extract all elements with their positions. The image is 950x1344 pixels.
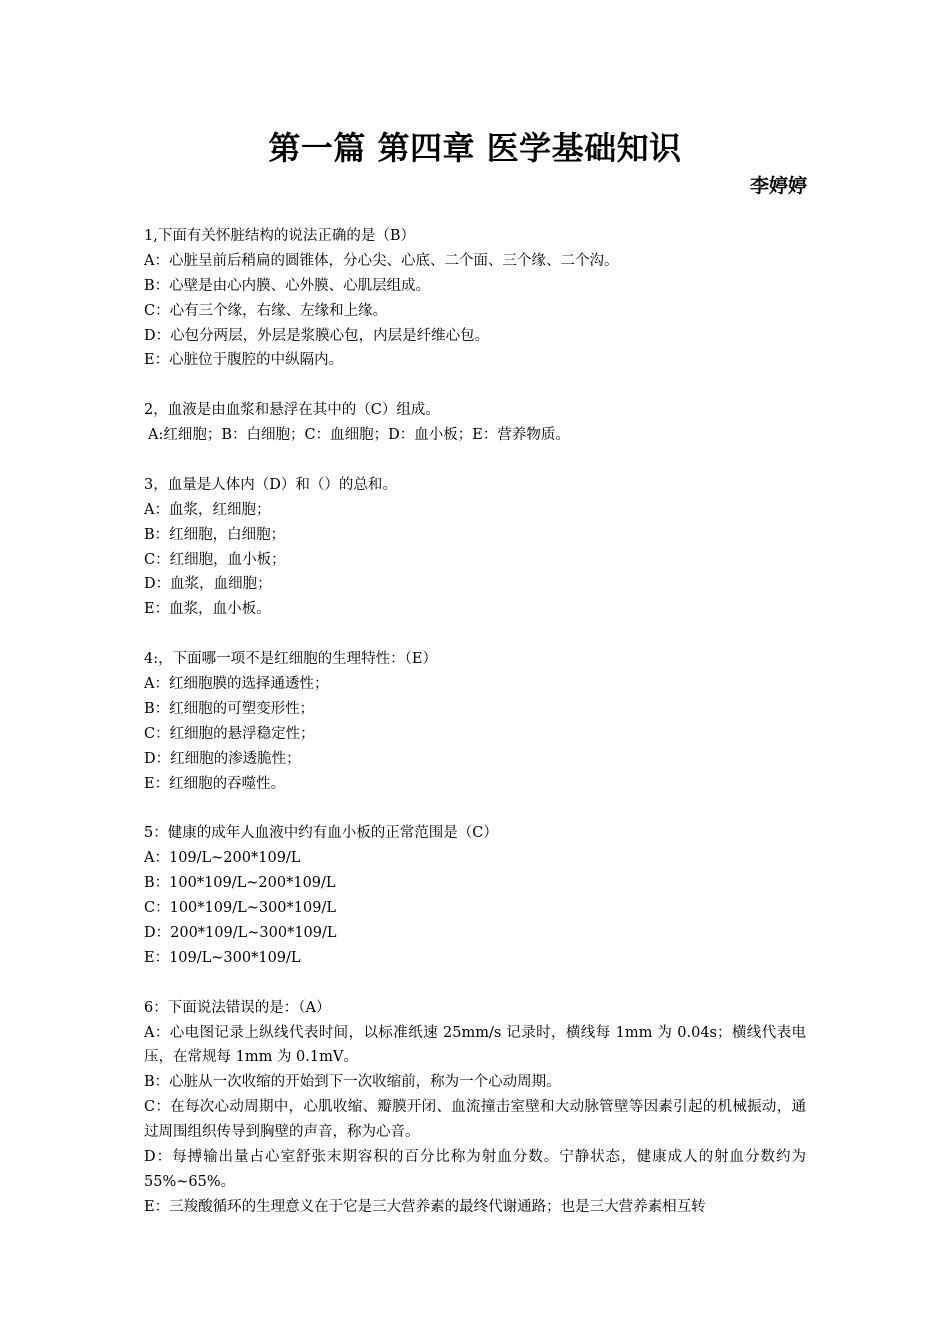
option-b: B：红细胞，白细胞； xyxy=(144,526,286,543)
option-b: B：红细胞的可塑变形性； xyxy=(144,700,315,717)
question-stem: 5：健康的成年人血液中约有血小板的正常范围是（C） xyxy=(144,825,498,842)
question-2 xyxy=(144,398,806,448)
option-c: C：红细胞，血小板； xyxy=(144,551,286,568)
document-body xyxy=(144,224,806,1220)
option-a: A：血浆，红细胞； xyxy=(144,501,271,518)
question-stem: 3，血量是人体内（D）和（）的总和。 xyxy=(144,476,397,493)
option-c: C：心有三个缘，右缘、左缘和上缘。 xyxy=(144,302,388,319)
question-3 xyxy=(144,473,806,622)
option-a: A：心电图记录上纵线代表时间，以标准纸速 25mm/s 记录时，横线每 1mm 为 0.04s；横线代表电压，在常规每 1mm 为 0.1mV。 xyxy=(144,1024,806,1066)
option-a: A：109/L~200*109/L xyxy=(144,850,301,867)
option-c: C：100*109/L~300*109/L xyxy=(144,900,336,917)
spacer xyxy=(144,971,806,996)
option-a: A：心脏呈前后稍扁的圆锥体，分心尖、心底、二个面、三个缘、二个沟。 xyxy=(144,252,619,269)
option-d: D：血浆，血细胞； xyxy=(144,576,272,593)
question-stem: 2，血液是由血浆和悬浮在其中的（C）组成。 xyxy=(144,402,440,419)
option-d: D：红细胞的渗透脆性； xyxy=(144,750,301,767)
option-c: C：红细胞的悬浮稳定性； xyxy=(144,725,315,742)
option-d: D：心包分两层，外层是浆膜心包，内层是纤维心包。 xyxy=(144,327,490,344)
option-b: B：100*109/L~200*109/L xyxy=(144,875,336,892)
spacer xyxy=(144,373,806,398)
question-stem: 6：下面说法错误的是：（A） xyxy=(144,999,331,1016)
question-1 xyxy=(144,224,806,373)
question-stem: 4:，下面哪一项不是红细胞的生理特性：（E） xyxy=(144,651,437,668)
option-d: D：200*109/L~300*109/L xyxy=(144,924,337,941)
options-inline: A:红细胞；B：白细胞；C：血细胞；D：血小板；E：营养物质。 xyxy=(148,427,570,444)
spacer xyxy=(144,622,806,647)
question-5 xyxy=(144,821,806,970)
author-name: 李婷婷 xyxy=(749,175,807,197)
option-e: E：心脏位于腹腔的中纵隔内。 xyxy=(144,352,344,369)
spacer xyxy=(144,448,806,473)
option-d: D：每搏输出量占心室舒张末期容积的百分比称为射血分数。宁静状态，健康成人的射血分数约为 55%~65%。 xyxy=(144,1149,806,1190)
option-a: A：红细胞膜的选择通透性； xyxy=(144,676,329,693)
document-title: 第一篇 第四章 医学基础知识 xyxy=(268,129,682,167)
option-c: C：在每次心动周期中，心肌收缩、瓣膜开闭、血流撞击室壁和大动脉管壁等因素引起的机械振动，通过周围组织传导到胸壁的声音，称为心音。 xyxy=(144,1099,806,1141)
spacer xyxy=(144,796,806,821)
option-e: E：三羧酸循环的生理意义在于它是三大营养素的最终代谢通路；也是三大营养素相互转 xyxy=(144,1198,706,1215)
question-4 xyxy=(144,647,806,796)
option-b: B：心脏从一次收缩的开始到下一次收缩前，称为一个心动周期。 xyxy=(144,1074,561,1091)
option-e: E：109/L~300*109/L xyxy=(144,949,301,966)
option-b: B：心壁是由心内膜、心外膜、心肌层组成。 xyxy=(144,277,431,294)
question-stem: 1,下面有关怀脏结构的说法正确的是（B） xyxy=(144,228,415,244)
option-e: E：红细胞的吞噬性。 xyxy=(144,775,286,792)
option-e: E：血浆，血小板。 xyxy=(144,601,271,618)
question-6 xyxy=(144,996,806,1220)
